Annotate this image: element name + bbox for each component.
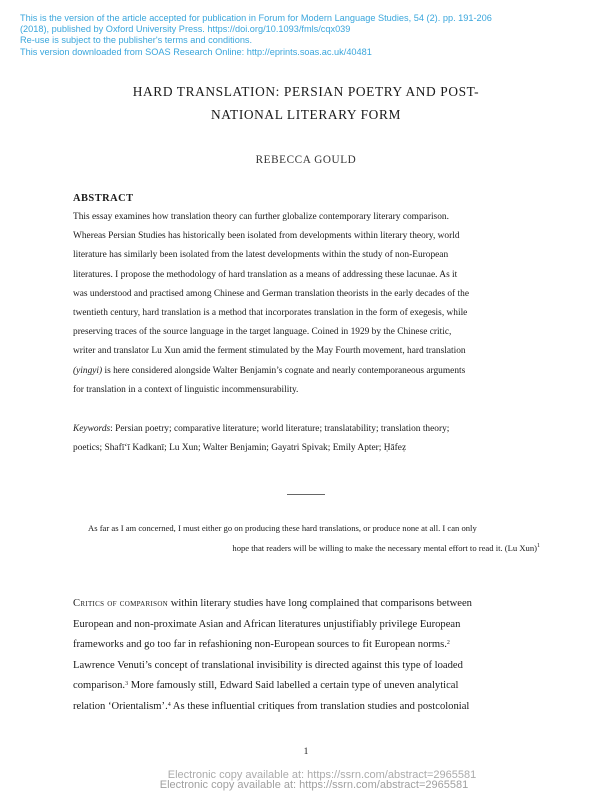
body-text: More famously still, Edward Said labelled a certain type of uneven analytical <box>128 680 459 692</box>
ssrn-stamp-line: Electronic copy available at: https://ssrn.com/abstract=2965581 <box>167 769 477 781</box>
body-text: frameworks and go too far in refashioning non-European sources to fit European norms. <box>73 639 447 651</box>
abstract-line: twentieth century, hard translation is a method that incorporates translation in the form of exegesis, while <box>73 308 468 319</box>
ssrn-stamp-line[interactable]: Electronic copy available at: https://ssrn.com/abstract=2965581 <box>159 779 469 791</box>
notice-line-3: Re-use is subject to the publisher's terms and conditions. <box>20 35 253 46</box>
body-line-3 <box>73 635 549 656</box>
body-text: relation ‘Orientalism’. <box>73 700 168 712</box>
body-paragraph <box>73 594 549 718</box>
body-line-1 <box>73 594 549 615</box>
abstract-line: literatures. I propose the methodology of hard translation as a means of addressing these lacunae. As it <box>73 269 458 280</box>
page-number: 1 <box>303 747 309 757</box>
abstract-line: for translation in a context of linguistic incommensurability. <box>73 384 299 395</box>
article-title <box>60 80 552 126</box>
body-line-6 <box>73 697 549 718</box>
body-line-4: Lawrence Venuti’s concept of translational invisibility is directed against this type of loaded <box>73 659 463 671</box>
body-text: within literary studies have long complained that comparisons between <box>168 598 472 609</box>
epigraph <box>80 518 540 558</box>
abstract-line: literature has similarly been isolated from the latest developments within the study of non-European <box>73 250 449 261</box>
abstract-heading: ABSTRACT <box>73 193 134 204</box>
keywords-label: Keywords <box>73 424 111 434</box>
yingyi-term: (yingyi) <box>73 365 103 376</box>
footnote-ref-2[interactable]: 2 <box>446 640 450 647</box>
notice-line-1: This is the version of the article accepted for publication in Forum for Modern Language Studies, 54 (2). pp. 191-206 <box>20 13 492 23</box>
body-text: As these influential critiques from translation studies and postcolonial <box>170 700 470 712</box>
footnote-ref-4[interactable]: 4 <box>167 701 171 708</box>
abstract-line: was understood and practised among Chinese and German translation theorists in the early decades of the <box>73 288 469 299</box>
section-divider <box>287 494 325 495</box>
title-line-1: HARD TRANSLATION: PERSIAN POETRY AND POST- <box>132 84 480 99</box>
ssrn-stamp <box>0 770 612 790</box>
abstract-line <box>73 362 541 381</box>
lead-in: Critics of comparison <box>73 598 169 609</box>
footnote-ref-3[interactable]: 3 <box>125 681 129 688</box>
author-name: REBECCA GOULD <box>255 154 357 166</box>
notice-line-2[interactable]: (2018), published by Oxford University Press. https://doi.org/10.1093/fmls/cqx039 <box>20 24 351 35</box>
epigraph-line-1: As far as I am concerned, I must either go on producing these hard translations, or produce none at all. I can only <box>88 523 477 533</box>
footnote-ref-1[interactable]: 1 <box>537 543 540 549</box>
abstract-line-text: is here considered alongside Walter Benjamin’s cognate and nearly contemporaneous arguments <box>102 365 466 376</box>
title-line-2: NATIONAL LITERARY FORM <box>210 107 401 122</box>
abstract-line: Whereas Persian Studies has historically been isolated from developments within literary theory, world <box>73 231 460 242</box>
epigraph-line-2 <box>80 538 540 558</box>
keywords <box>73 420 541 458</box>
notice-line-4[interactable]: This version downloaded from SOAS Research Online: http://eprints.soas.ac.uk/40481 <box>20 46 372 57</box>
epigraph-text: hope that readers will be willing to make the necessary mental effort to read it. (Lu Xun) <box>232 543 537 553</box>
keywords-line-2: poetics; Shafī‘ī Kadkanī; Lu Xun; Walter Benjamin; Gayatri Spivak; Emily Apter; Ḥāfeẓ <box>73 443 407 454</box>
repository-notice <box>20 13 600 58</box>
body-text: comparison. <box>73 680 126 692</box>
abstract-line: preserving traces of the source language in the target language. Coined in 1929 by the Chinese critic, <box>73 327 452 338</box>
abstract-line: writer and translator Lu Xun amid the ferment stimulated by the May Fourth movement, hard translation <box>73 346 466 357</box>
abstract-body <box>73 208 541 400</box>
abstract-line: This essay examines how translation theory can further globalize contemporary literary comparison. <box>73 212 449 222</box>
keywords-line-1 <box>73 420 541 439</box>
body-line-2: European and non-proximate Asian and African literatures unjustifiably privilege European <box>73 618 461 630</box>
keywords-text: : Persian poetry; comparative literature; world literature; translatability; translation theory; <box>110 424 450 434</box>
body-line-5 <box>73 676 549 697</box>
